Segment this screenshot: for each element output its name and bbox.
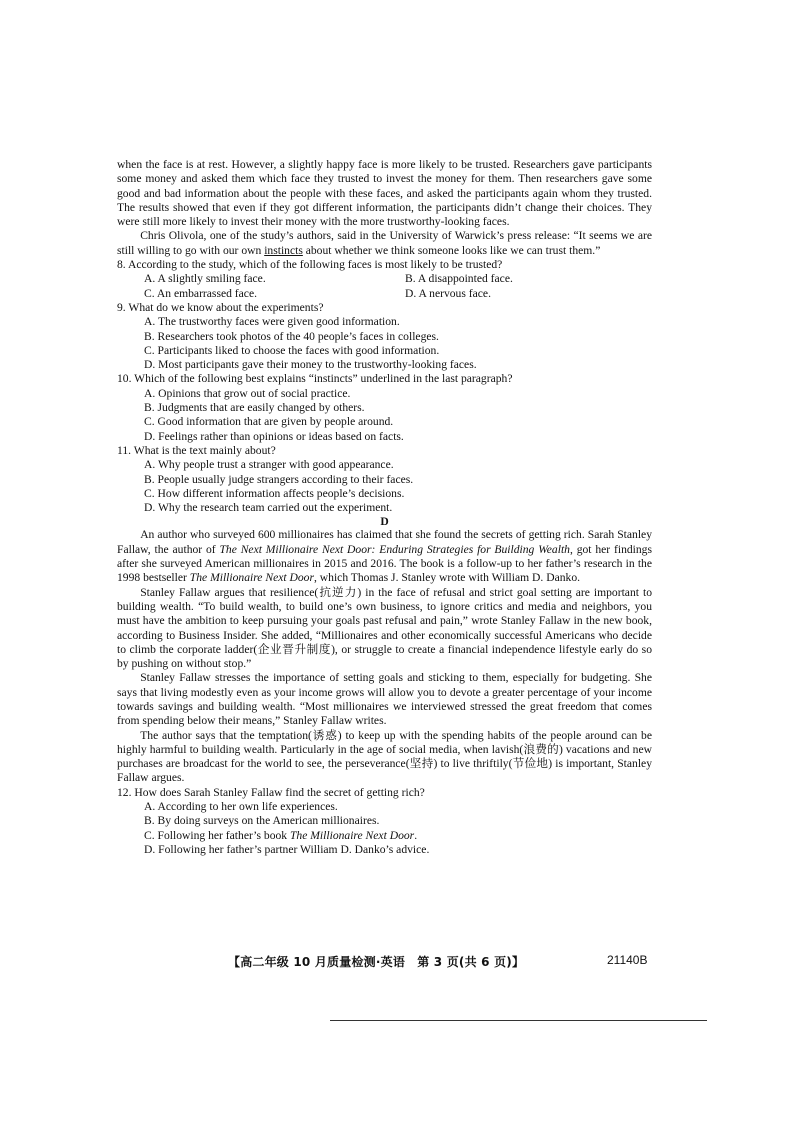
question-10-option-d: D. Feelings rather than opinions or ideas based on facts. bbox=[144, 429, 404, 443]
question-8-option-d: D. A nervous face. bbox=[405, 286, 491, 300]
question-12-stem: 12. How does Sarah Stanley Fallaw find the secret of getting rich? bbox=[117, 785, 425, 799]
question-8-options-row2 bbox=[144, 287, 652, 301]
passage-c-quote-paragraph: Chris Olivola, one of the study’s authors, said in the University of Warwick’s press release: “It seems we are still willing to go with our own instincts about whether we think someone looks like we can trust them.” bbox=[117, 229, 652, 257]
question-9-option-c: C. Participants liked to choose the faces with good information. bbox=[144, 343, 440, 357]
question-9-option-b: B. Researchers took photos of the 40 people’s faces in colleges. bbox=[144, 329, 439, 343]
question-9-option-d: D. Most participants gave their money to the trustworthy-looking faces. bbox=[144, 358, 477, 372]
exam-page-body bbox=[117, 158, 652, 857]
question-9-option-a: A. The trustworthy faces were given good information. bbox=[144, 315, 400, 329]
question-8-option-b: B. A disappointed face. bbox=[405, 272, 513, 286]
passage-d-paragraph-3: Stanley Fallaw stresses the importance of setting goals and sticking to them, especially for budgeting. She says that living modestly even as your income grows will allow you to devote a greater percentage of your income towards savings and building wealth. “Most millionaires we interviewed stressed the great freedom that comes from spending below their means,” Stanley Fallaw writes. bbox=[117, 671, 652, 728]
passage-d-paragraph-2: Stanley Fallaw argues that resilience(抗逆力) in the face of refusal and strict goal setting are important to building wealth. “To build wealth, to build one’s own business, to ignore critics and media and neighbors, you must have the ambition to keep pursuing your goals past refusal and pain,” wrote Stanley Fallaw in the new book, according to Business Insider. She added, “Millionaires and other economically successful Americans who decide to climb the corporate ladder(企业晋升制度), or struggle to create a financial independence lifestyle early do so by pushing on without stop.” bbox=[117, 585, 652, 671]
question-12-option-c: C. Following her father’s book The Millionaire Next Door. bbox=[144, 828, 418, 842]
question-11-option-b: B. People usually judge strangers according to their faces. bbox=[144, 472, 414, 486]
question-10-stem: 10. Which of the following best explains “instincts” underlined in the last paragraph? bbox=[117, 372, 513, 386]
book-title-millionaire-next-door: The Millionaire Next Door bbox=[189, 571, 314, 585]
passage-d-paragraph-1: An author who surveyed 600 millionaires has claimed that she found the secrets of getting rich. Sarah Stanley Fallaw, the author of The Next Millionaire Next Door: Enduring Strategies for Building Wealth, got her findings after she surveyed American millionaires in 2015 and 2016. The book is a follow-up to her father’s research in the 1998 bestseller The Millionaire Next Door, which Thomas J. Stanley wrote with William D. Danko. bbox=[117, 528, 652, 585]
question-10-option-a: A. Opinions that grow out of social practice. bbox=[144, 386, 351, 400]
question-9-stem: 9. What do we know about the experiments? bbox=[117, 300, 324, 314]
question-8-option-c: C. An embarrassed face. bbox=[144, 286, 257, 300]
question-8-stem: 8. According to the study, which of the following faces is most likely to be trusted? bbox=[117, 258, 503, 272]
passage-c-paragraph: when the face is at rest. However, a slightly happy face is more likely to be trusted. Researchers gave participants some money and asked them which face they trusted to invest the money for them. Then researchers gave some good and bad information about the people with these faces, and asked the participants again whom they trusted. The results showed that even if they got different information, the participants didn’t change their choices. They were still more likely to invest their money with the more trustworthy-looking faces. bbox=[117, 158, 652, 229]
exam-code: 21140B bbox=[607, 953, 648, 967]
question-10-option-c: C. Good information that are given by people around. bbox=[144, 415, 394, 429]
question-10-option-b: B. Judgments that are easily changed by others. bbox=[144, 401, 365, 415]
question-11-option-c: C. How different information affects people’s decisions. bbox=[144, 486, 405, 500]
question-8-option-a: A. A slightly smiling face. bbox=[144, 272, 266, 286]
section-d-heading: D bbox=[380, 515, 389, 529]
question-11-option-d: D. Why the research team carried out the experiment. bbox=[144, 501, 393, 515]
underlined-word-instincts: instincts bbox=[264, 243, 303, 257]
passage-d-paragraph-4: The author says that the temptation(诱惑) to keep up with the spending habits of the people around can be highly harmful to building wealth. Particularly in the age of social media, when lavish(浪费的) vacations and new purchases are broadcast for the world to see, the perseverance(坚持) to live thriftily(节俭地) is important, Stanley Fallaw argues. bbox=[117, 728, 652, 785]
bottom-divider-line bbox=[330, 1020, 707, 1021]
question-11-option-a: A. Why people trust a stranger with good appearance. bbox=[144, 458, 394, 472]
question-12-option-b: B. By doing surveys on the American millionaires. bbox=[144, 814, 380, 828]
question-12-option-d: D. Following her father’s partner William D. Danko’s advice. bbox=[144, 842, 430, 856]
question-8-options-row1 bbox=[144, 272, 652, 286]
page-footer-label: 【高二年级 10 月质量检测·英语 第 3 页(共 6 页)】 bbox=[228, 955, 525, 969]
question-11-stem: 11. What is the text mainly about? bbox=[117, 443, 276, 457]
question-12-option-a: A. According to her own life experiences. bbox=[144, 800, 338, 814]
book-title-next-millionaire: The Next Millionaire Next Door: Enduring Strategies for Building Wealth bbox=[219, 542, 570, 556]
